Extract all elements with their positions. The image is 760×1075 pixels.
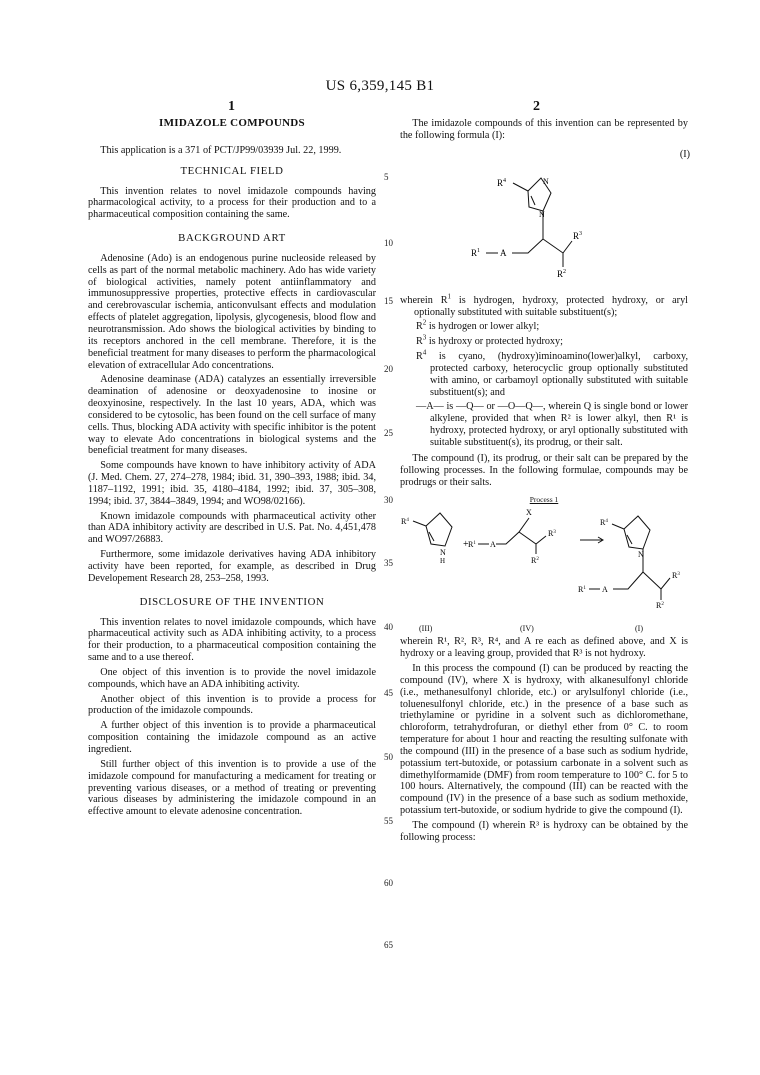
compound-paragraph: The compound (I), its prodrug, or their salt can be prepared by the following processes. In the following formulae, compounds may be prodrugs or their salts. — [400, 452, 688, 488]
definition-r3: $R^3$ is hydroxy or protected hydroxy; — [416, 333, 563, 348]
a-label-i: A — [602, 585, 608, 595]
line-number: 15 — [384, 296, 393, 306]
line-number: 5 — [384, 172, 389, 182]
background-paragraph-2: Adenosine deaminase (ADA) catalyzes an essentially irreversible deamination of adenosine or deoxyadenosine to inosine or deoxyinosine, respectively. In the last 10 years, ADA, which was considered to be cytosolic, has been found on the cell surface of many cells. Thus, blocking ADA activity with specific inhibitor is the potent way to elevate Ado concentrations in biological systems and the beneficial treatment for many diseases. — [88, 374, 376, 457]
n-label: N — [543, 176, 549, 186]
a-label: A — [500, 247, 507, 258]
line-number: 25 — [384, 428, 393, 438]
r1-label-iv: $R^1$ — [468, 540, 476, 550]
plus-sign: + — [463, 539, 469, 551]
r4-bond-i — [612, 524, 624, 529]
disclosure-paragraph-5: Still further object of this invention is to provide a use of the imidazole compound for manufacturing a medicament for treating or preventing various diseases, or a method of treating or preventing various diseases by administering the imidazole compound in an effective amount to elevate adenosine concentration. — [88, 758, 376, 818]
definition-list — [400, 292, 688, 449]
r4-bond-iii — [413, 521, 426, 526]
process-title: Process 1 — [529, 495, 559, 505]
r2-label: $R^2$ — [557, 268, 567, 279]
column-number-left: 1 — [228, 99, 235, 114]
document-title: IMIDAZOLE COMPOUNDS — [159, 117, 305, 129]
technical-paragraph: This invention relates to novel imidazole compounds having pharmacological activity, to a process for their production and to a pharmaceutical composition containing the same. — [88, 185, 376, 221]
c-r3-bond-iv — [519, 532, 546, 544]
background-paragraph-4: Known imidazole compounds with pharmaceutical activity other than ADA inhibitory activity are described in U.S. Pat. No. 4,451,478 and WO97/26883. — [88, 510, 376, 546]
line-number: 40 — [384, 622, 393, 632]
definition-r2: $R^2$ is hydrogen or lower alkyl; — [416, 318, 540, 333]
definition-a: —A— is —Q— or —O—Q—, wherein Q is single bond or lower alkylene, provided that when R² is lower alkyl, then R¹ is hydroxy, protected hydroxy, or aryl optionally substituted with suitable substituent(s), its prodrug, or their salt. — [416, 401, 688, 448]
line-number: 45 — [384, 688, 393, 698]
formula-number-label: (I) — [679, 148, 690, 160]
h-label-iii: H — [440, 557, 446, 566]
definition-r1: wherein $R^1$ is hydrogen, hydroxy, protected hydroxy, or aryl optionally substituted with suitable substituent(s); — [400, 292, 688, 318]
line-number: 10 — [384, 238, 393, 248]
c-r3-bond — [543, 239, 572, 253]
r2-label-i: $R^2$ — [656, 601, 664, 611]
n-label-i: N — [638, 550, 644, 560]
line-number: 20 — [384, 364, 393, 374]
nh-label-iii: N — [440, 548, 446, 558]
c-r3-bond-i — [643, 572, 670, 589]
process-paragraph: In this process the compound (I) can be produced by reacting the compound (IV), where X is hydroxy, with alkanesulfonyl chloride (i.e., methanesulfonyl chloride, etc.) or arylsulfonyl chloride (i.e., toluenesulfonyl chloride, etc.) in the presence of a base such as triethylamine or pyridine in a solvent such as dichloromethane, chloroform, tetrahydrofuran, or diethyl ether from 0° C. to room temperature for about 1 hour and reacting the resulting sulfonate with the compound (III) in the presence of a base such as sodium hydride, potassium tert-butoxide, or potassium carbonate in a solvent such as dimethylformamide (DMF) from room temperature to 100° C. for 5 to 100 hours. Alternatively, the compound (III) can be reacted with the compound (IV) in the presence of a base such as sodium methoxide, potassium tert-butoxide, or sodium hydride to give the compound (I). — [400, 663, 688, 817]
line-number: 65 — [384, 940, 393, 950]
r1-label: $R^1$ — [471, 247, 481, 258]
formula-i-figure — [400, 145, 688, 295]
formula-i-structure — [400, 145, 688, 295]
n-label: N — [539, 209, 545, 219]
r1-label-i: $R^1$ — [578, 585, 586, 595]
wherein-paragraph: wherein R¹, R², R³, R⁴, and A re each as defined above, and X is hydroxy or a leaving group, provided that R³ is not hydroxy. — [400, 636, 688, 660]
a-chain-bond-i — [613, 572, 643, 589]
r3-label-iv: $R^3$ — [548, 529, 556, 539]
definition-r4: $R^4$ is cyano, (hydroxy)iminoamino(lower)alkyl, carboxy, protected carboxy, heterocyclic group optionally substituted with amino, or carbamoyl optionally substituted with suitable substituent(s); and — [416, 348, 688, 398]
ring-double-bond — [531, 196, 535, 205]
process-1-figure — [400, 494, 688, 636]
r4-label: $R^4$ — [497, 177, 507, 188]
disclosure-paragraph-2: One object of this invention is to provide the novel imidazole compounds, which have an ADA inhibiting activity. — [88, 666, 376, 690]
line-number: 35 — [384, 558, 393, 568]
iv-chain-bond — [496, 518, 529, 544]
r3-label-i: $R^3$ — [672, 571, 680, 581]
heading-background-art: BACKGROUND ART — [178, 232, 286, 245]
left-column — [88, 118, 376, 821]
disclosure-paragraph-4: A further object of this invention is to provide a pharmaceutical composition containing the imidazole compound as an active ingredient. — [88, 720, 376, 755]
compound-i-label: (I) — [635, 624, 643, 634]
compound-iii-label: (III) — [419, 624, 433, 634]
line-number: 60 — [384, 878, 393, 888]
line-number: 55 — [384, 816, 393, 826]
imidazole-ring-iii — [426, 513, 452, 546]
disclosure-paragraph-1: This invention relates to novel imidazole compounds, which have pharmaceutical activity such as ADA inhibiting activity, to a process for their production, to a pharmaceutical composition containing the same and to a use thereof. — [88, 616, 376, 664]
r4-label-iii: $R^4$ — [401, 517, 409, 527]
right-column — [400, 118, 688, 847]
a-label-iv: A — [490, 540, 496, 550]
line-number: 30 — [384, 495, 393, 505]
intro-paragraph: This application is a 371 of PCT/JP99/03939 Jul. 22, 1999. — [100, 144, 342, 156]
process-1-scheme — [400, 494, 688, 636]
last-paragraph: The compound (I) wherein R³ is hydroxy can be obtained by the following process: — [400, 820, 688, 843]
compound-iv-label: (IV) — [520, 624, 534, 634]
heading-disclosure: DISCLOSURE OF THE INVENTION — [139, 595, 325, 608]
r3-label: $R^3$ — [573, 230, 583, 241]
patent-number: US 6,359,145 B1 — [325, 78, 435, 94]
x-label: X — [526, 508, 532, 518]
imidazole-ring-i — [624, 516, 650, 549]
r2-label-iv: $R^2$ — [531, 556, 539, 566]
disclosure-paragraph-3: Another object of this invention is to provide a process for production of the imidazole compounds. — [88, 693, 376, 717]
a-chain-bond — [512, 239, 543, 253]
background-paragraph-5: Furthermore, some imidazole derivatives having ADA inhibitory activity have been reported, for example, as described in Drug Developement Research 28, 253–258, 1993. — [88, 549, 376, 584]
heading-technical-field: TECHNICAL FIELD — [180, 164, 284, 177]
r4-bond — [513, 183, 528, 191]
background-paragraph-3: Some compounds have known to have inhibitory activity of ADA (J. Med. Chem. 27, 274–278, 1984; ibid. 31, 390–393, 1988; ibid. 34, 1187–1192, 1991; ibid. 35, 4180–4184, 1992; ibid. 37, 305–308, 1994; ibid. 37, 3844–3849, 1994; and WO98/02166). — [88, 460, 376, 507]
formula-intro: The imidazole compounds of this invention can be represented by the following formula (I): — [400, 118, 688, 141]
background-paragraph-1: Adenosine (Ado) is an endogenous purine nucleoside released by cells as part of the normal metabolic machinery. Ado has wide variety of biological activities, namely potent antiinflammatory and immunosuppressive properties, protective effects in cardiovascular and cerebrovascular ischemia, anticonvulsant effects and modulation effects of platelet aggregation, lipolysis, glycogenesis, blood flow and neurotransmission. Ado shows the biological activities by binding to its receptors anchored in the cell membrane. Therefore, it is the beneficial treatment for many diseases to perform the pharmacological elevation of extracellular Ado concentrations. — [88, 252, 376, 371]
column-number-right: 2 — [533, 99, 540, 114]
r4-label-i: $R^4$ — [600, 518, 608, 528]
line-number: 50 — [384, 752, 393, 762]
